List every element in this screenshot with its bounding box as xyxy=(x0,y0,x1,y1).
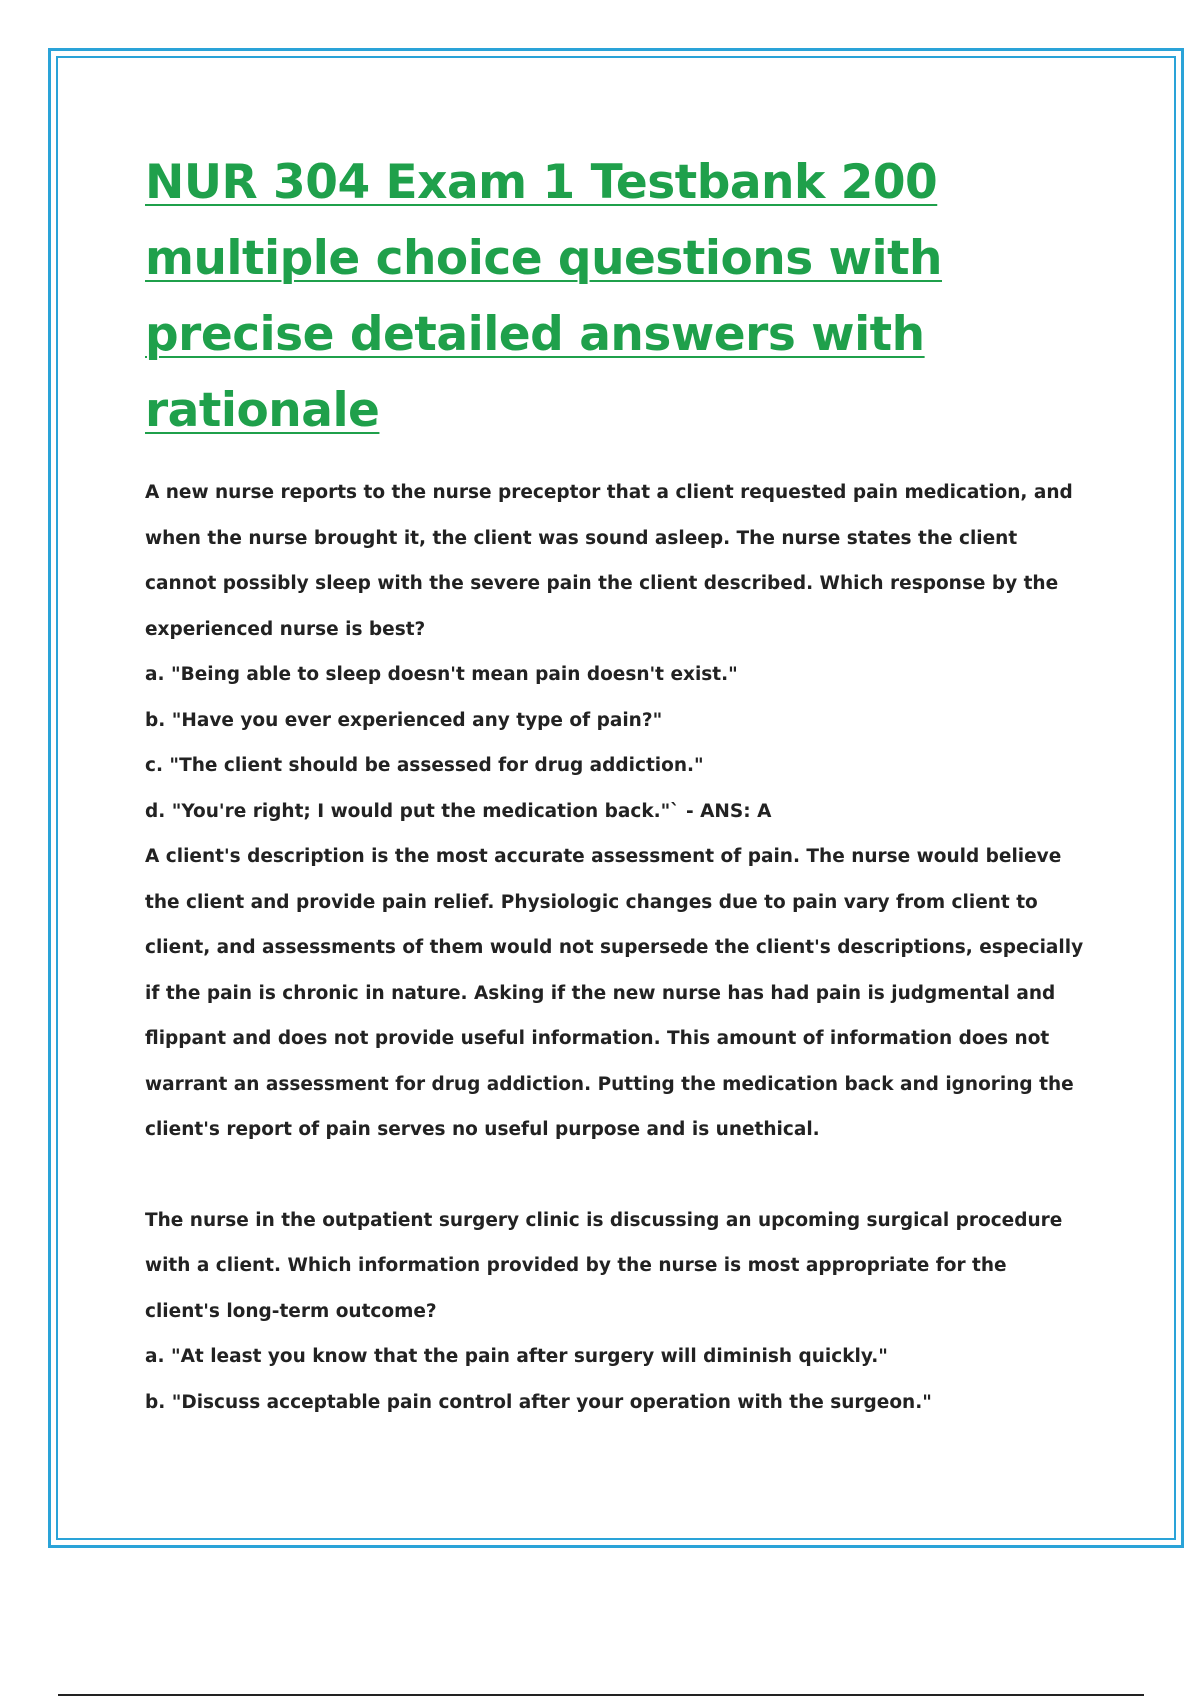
footer-divider xyxy=(58,1694,1144,1696)
document-body xyxy=(145,470,1085,1425)
answer-option: a. "Being able to sleep doesn't mean pain doesn't exist." xyxy=(145,664,738,685)
question-stem: The nurse in the outpatient surgery clinic is discussing an upcoming surgical procedure with a client. Which information provided by the nurse is most appropriate for the client's long-term outcome? xyxy=(145,1209,1063,1322)
answer-option: b. "Discuss acceptable pain control after your operation with the surgeon." xyxy=(145,1391,932,1413)
answer-option: b. "Have you ever experienced any type of pain?" xyxy=(145,709,663,731)
document-title: NUR 304 Exam 1 Testbank 200 multiple choice questions with precise detailed answers with rationale xyxy=(145,155,943,438)
question-stem: A new nurse reports to the nurse preceptor that a client requested pain medication, and when the nurse brought it, the client was sound asleep. The nurse states the client cannot possibly sleep with the severe pain the client described. Which response by the experienced nurse is best? xyxy=(145,482,1073,640)
question-block xyxy=(145,470,1085,1153)
answer-rationale: A client's description is the most accurate assessment of pain. The nurse would believe the client and provide pain relief. Physiologic changes due to pain vary from client to client, and assessments of them would not supersede the client's descriptions, especially if the pain is chronic in nature. Asking if the new nurse has had pain is judgmental and flippant and does not provide useful information. This amount of information does not warrant an assessment for drug addiction. Putting the medication back and ignoring the client's report of pain serves no useful purpose and is unethical. xyxy=(145,846,1084,1140)
question-block xyxy=(145,1198,1085,1426)
answer-option: a. "At least you know that the pain after surgery will diminish quickly." xyxy=(145,1346,888,1367)
answer-option: d. "You're right; I would put the medication back."` - ANS: A xyxy=(145,800,772,822)
spacer xyxy=(145,1153,1085,1198)
answer-option: c. "The client should be assessed for drug addiction." xyxy=(145,755,704,776)
